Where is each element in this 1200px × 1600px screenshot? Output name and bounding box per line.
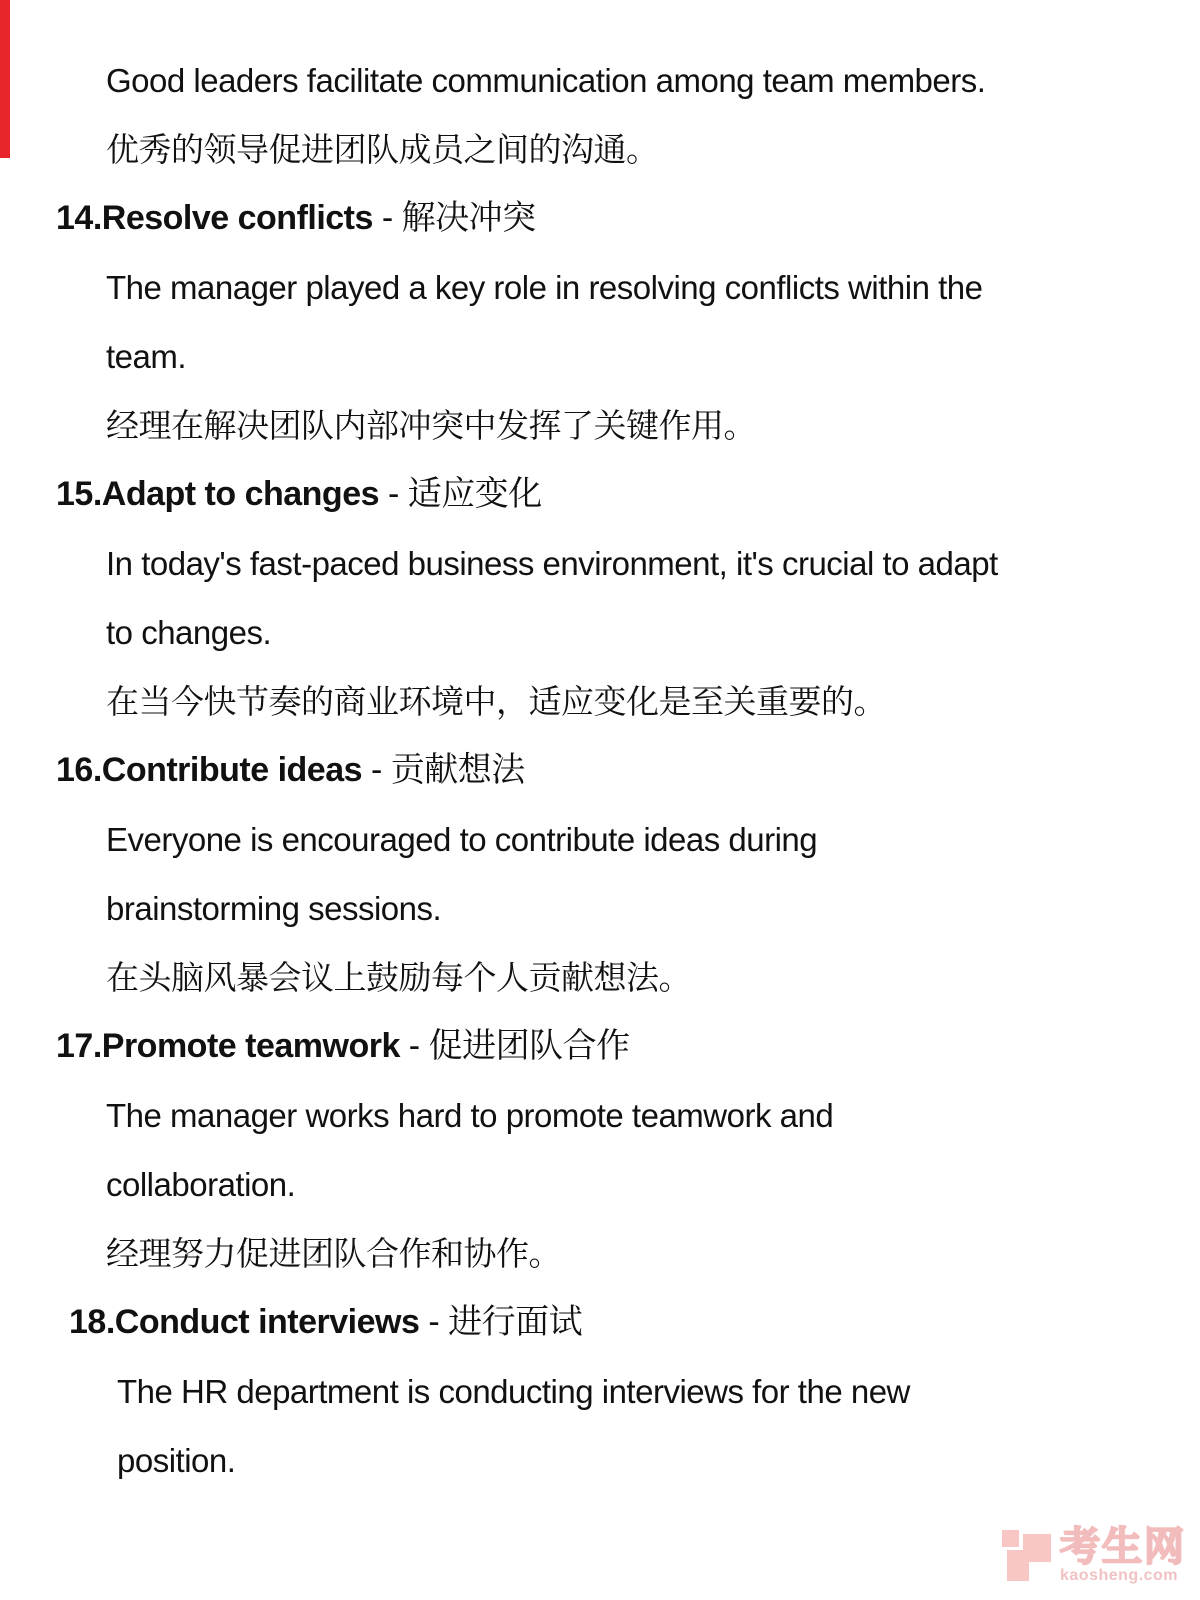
vocab-item-14	[56, 184, 1200, 460]
item-phrase: 15.Adapt to changes	[56, 475, 380, 513]
watermark-text	[1060, 1525, 1186, 1584]
sentence-line: team.	[106, 338, 187, 375]
sentence-line: In today's fast-paced business environment, it's crucial to adapt	[106, 545, 998, 582]
sentence-line: The manager played a key role in resolving conflicts within the	[106, 269, 983, 306]
sentence-line: Everyone is encouraged to contribute ideas during	[106, 821, 818, 858]
item-heading	[56, 736, 1200, 805]
kaosheng-logo-icon	[1002, 1528, 1052, 1582]
sentence-line-zh: 经理在解决团队内部冲突中发挥了关键作用。	[106, 407, 756, 444]
intro-sentence-zh: 优秀的领导促进团队成员之间的沟通。	[106, 131, 659, 168]
sentence-line: position.	[117, 1442, 236, 1479]
sentence-line: collaboration.	[106, 1166, 296, 1203]
vocab-item-15	[56, 460, 1200, 736]
item-translation: - 适应变化	[379, 475, 542, 513]
item-phrase: 17.Promote teamwork	[56, 1027, 400, 1065]
sentence-line: The manager works hard to promote teamwork and	[106, 1097, 834, 1134]
vocab-item-16	[56, 736, 1200, 1012]
red-edge-marker	[0, 0, 10, 158]
item-heading	[56, 460, 1200, 529]
watermark-site-name: 考生网	[1060, 1525, 1186, 1569]
item-phrase: 14.Resolve conflicts	[56, 199, 373, 237]
sentence-line-zh: 在当今快节奏的商业环境中，适应变化是至关重要的。	[106, 683, 886, 720]
item-translation: - 贡献想法	[362, 751, 525, 789]
item-heading	[56, 184, 1200, 253]
item-phrase: 18.Conduct interviews	[69, 1303, 420, 1341]
item-translation: - 促进团队合作	[399, 1027, 630, 1065]
sentence-line: The HR department is conducting interviews for the new	[117, 1373, 910, 1410]
sentence-line: to changes.	[106, 614, 272, 651]
item-translation: - 进行面试	[419, 1303, 583, 1341]
vocab-item-17	[56, 1012, 1200, 1288]
watermark-site-domain: kaosheng.com	[1060, 1567, 1179, 1584]
sentence-line: brainstorming sessions.	[106, 890, 442, 927]
item-phrase: 16.Contribute ideas	[56, 751, 363, 789]
item-heading	[69, 1288, 1200, 1357]
sentence-line-zh: 在头脑风暴会议上鼓励每个人贡献想法。	[106, 959, 691, 996]
vocab-item-18	[56, 1288, 1200, 1495]
intro-sentence-en: Good leaders facilitate communication among team members.	[106, 62, 986, 99]
item-heading	[56, 1012, 1200, 1081]
sentence-line-zh: 经理努力促进团队合作和协作。	[106, 1235, 561, 1272]
kaosheng-watermark	[1002, 1525, 1186, 1584]
item-translation: - 解决冲突	[372, 199, 536, 237]
